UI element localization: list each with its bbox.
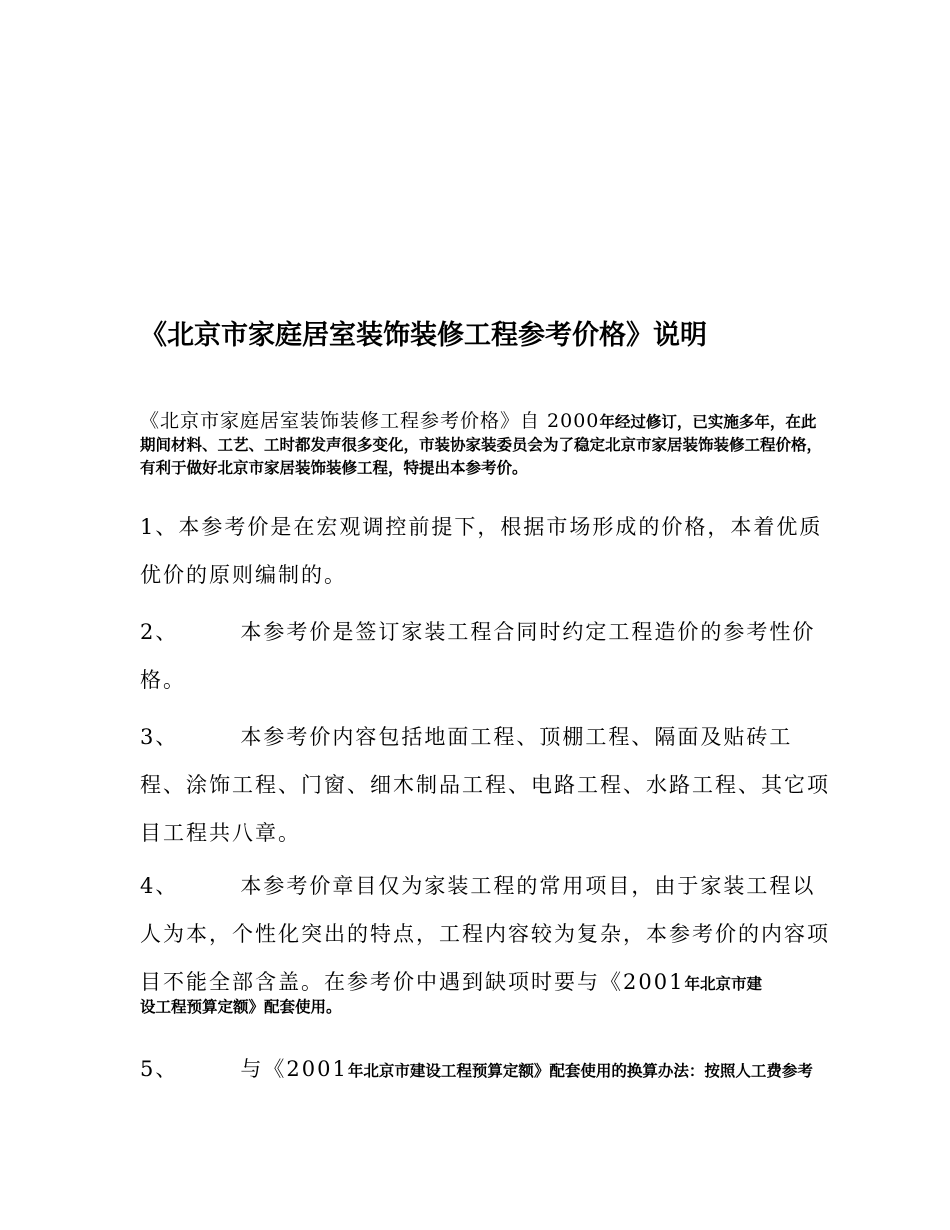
list-item-2 bbox=[140, 608, 830, 704]
list-item-text: 本参考价章目仅为家装工程的常用项目，由于家装工程以人为本，个性化突出的特点，工程内容较为复杂，本参考价的内容项目不能全部含盖。在参考价中遇到缺项时要与《2001 bbox=[140, 874, 830, 994]
list-item-number: 1、 bbox=[140, 515, 179, 539]
list-item-text: 本参考价内容包括地面工程、顶棚工程、隔面及贴砖工程、涂饰工程、门窗、细木制品工程、电路工程、水路工程、其它项目工程共八章。 bbox=[140, 725, 830, 845]
list-item-sans-tail: 设工程预算定额》配套使用。 bbox=[140, 998, 342, 1016]
document-title: 《北京市家庭居室装饰装修工程参考价格》说明 bbox=[140, 320, 707, 351]
list-item-1 bbox=[140, 503, 830, 599]
list-item-sans-inline: 年北京市建 bbox=[684, 975, 762, 993]
list-item-text: 本参考价是在宏观调控前提下，根据市场形成的价格，本着优质优价的原则编制的。 bbox=[140, 515, 823, 587]
list-item-number: 5、 bbox=[140, 1057, 179, 1081]
list-item-3 bbox=[140, 713, 830, 857]
list-item-number: 4、 bbox=[140, 874, 179, 898]
intro-sans-text: 年经过修订，已实施多年，在此期间材料、工艺、工时都发声很多变化，市装协家装委员会为了稳定北京市家居装饰装修工程价格，有利于做好北京市家居装饰装修工程，特提出本参考价。 bbox=[140, 413, 823, 477]
list-item-text: 本参考价是签订家装工程合同时约定工程造价的参考性价格。 bbox=[140, 620, 816, 692]
list-item-sans-text: 年北京市建设工程预算定额》配套使用的换算办法：按照人工费参考 bbox=[347, 1062, 813, 1080]
list-item-number: 2、 bbox=[140, 620, 179, 644]
list-item-serif-lead: 与《2001 bbox=[240, 1057, 348, 1081]
list-item-4 bbox=[140, 862, 830, 1019]
intro-serif-text: 《北京市家庭居室装饰装修工程参考价格》自 2000 bbox=[140, 410, 600, 432]
intro-paragraph bbox=[140, 410, 830, 480]
list-item-5 bbox=[140, 1045, 830, 1095]
list-item-number: 3、 bbox=[140, 725, 179, 749]
